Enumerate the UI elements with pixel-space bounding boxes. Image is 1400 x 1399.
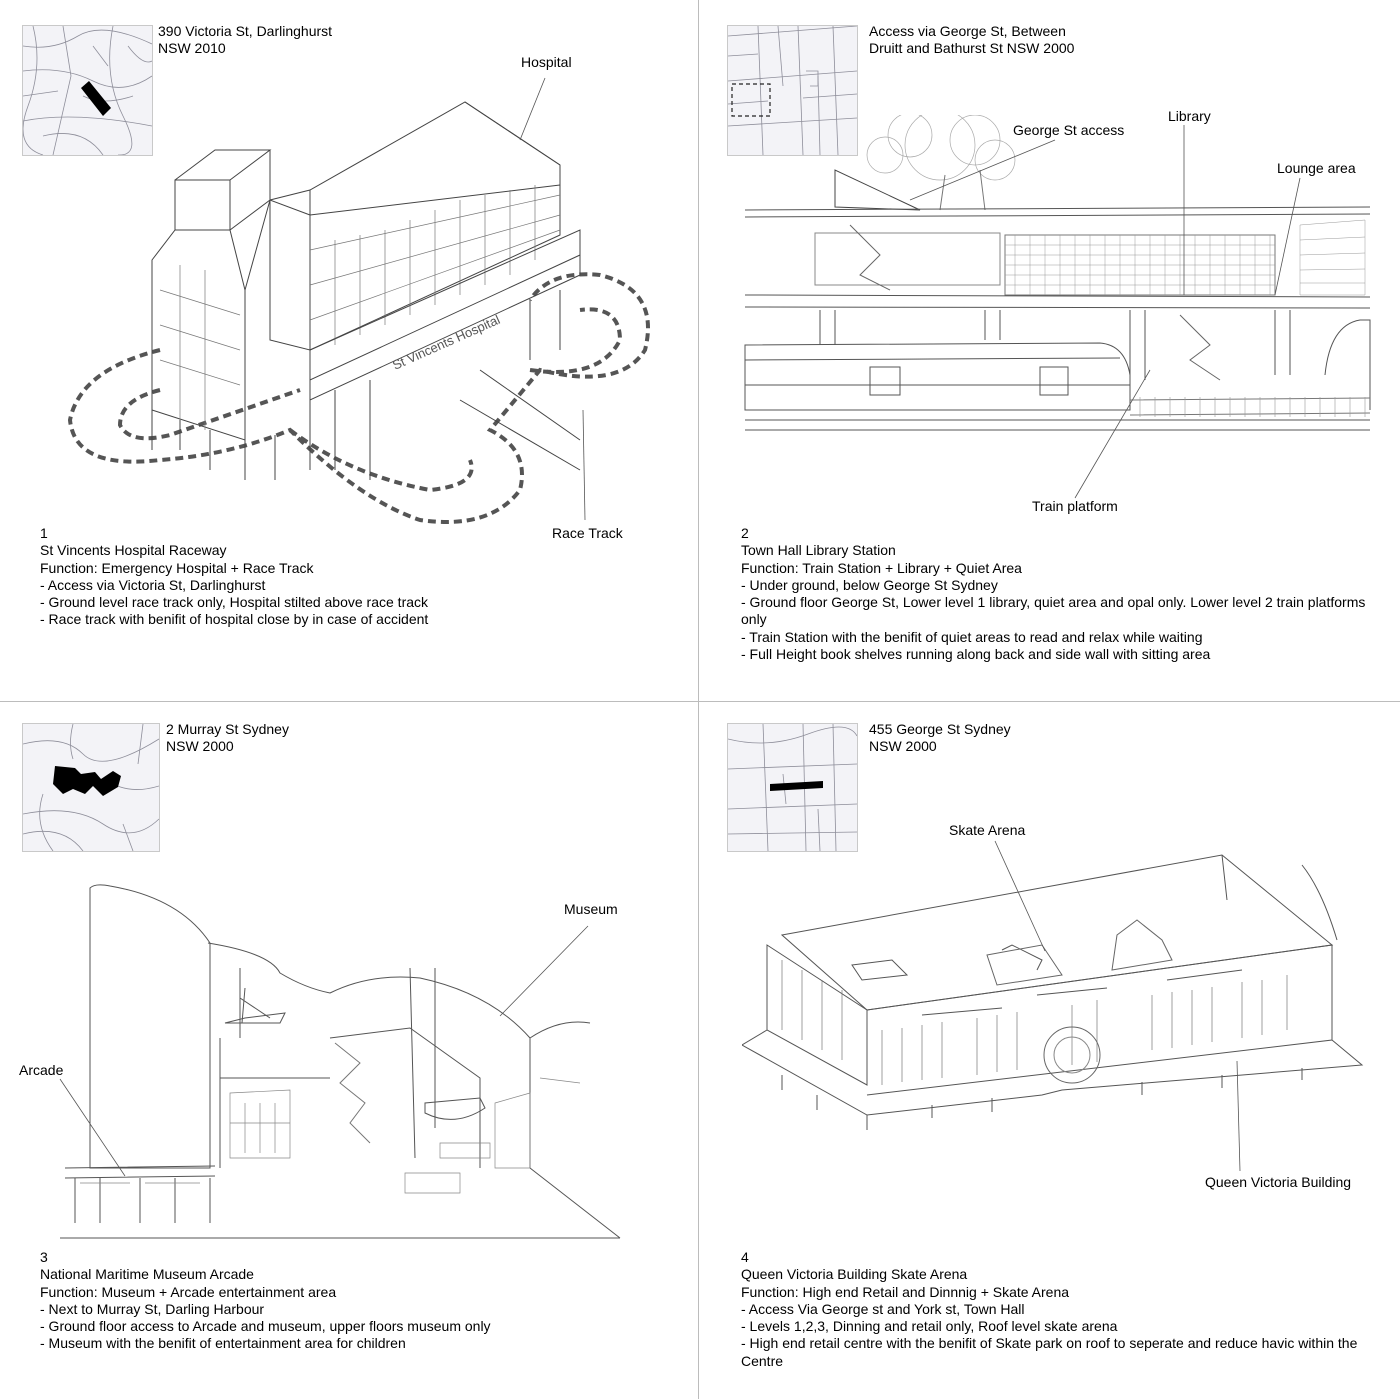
panel-number: 1 [40, 525, 48, 541]
panel-function: Function: Museum + Arcade entertainment area [40, 1283, 337, 1300]
bullet: - Ground floor access to Arcade and museum, upper floors museum only [40, 1318, 491, 1335]
bullet: - Access via Victoria St, Darlinghurst [40, 576, 266, 593]
address: 455 George St Sydney NSW 2000 [869, 721, 1011, 754]
callout-skate-arena: Skate Arena [949, 822, 1026, 838]
bullet: - Race track with benifit of hospital close by in case of accident [40, 611, 429, 628]
bullet: - Ground level race track only, Hospital stilted above race track [40, 594, 429, 611]
leader-lines [0, 0, 698, 560]
address: 390 Victoria St, Darlinghurst NSW 2010 [158, 23, 333, 56]
panel-title: National Maritime Museum Arcade [40, 1266, 254, 1283]
bullet: - Train Station with the benifit of quiet areas to read and relax while waiting [741, 628, 1203, 645]
bullet: - High end retail centre with the benifit of Skate park on roof to seperate and reduce havic within the Centre [741, 1335, 1358, 1369]
panel-number: 4 [741, 1249, 749, 1265]
panel-title: Queen Victoria Building Skate Arena [741, 1266, 968, 1283]
callout-george-st-access: George St access [1013, 122, 1125, 138]
panel-title: St Vincents Hospital Raceway [40, 542, 227, 559]
leader-lines [0, 701, 698, 1261]
vertical-divider [698, 0, 699, 1399]
panel-title: Town Hall Library Station [741, 542, 896, 559]
callout-library: Library [1168, 108, 1211, 124]
callout-queen-victoria-building: Queen Victoria Building [1205, 1174, 1352, 1190]
callout-hospital: Hospital [521, 54, 572, 70]
bullet: - Museum with the benifit of entertainment area for children [40, 1335, 406, 1352]
panel-function: Function: Emergency Hospital + Race Track [40, 559, 314, 576]
callout-arcade: Arcade [19, 1062, 64, 1078]
bullet: - Under ground, below George St Sydney [741, 576, 998, 593]
address: Access via George St, Between Druitt and Bathurst St NSW 2000 [869, 23, 1075, 56]
description [40, 1249, 680, 1353]
bullet: - Full Height book shelves running along back and side wall with sitting area [741, 646, 1211, 663]
panel-number: 2 [741, 525, 749, 541]
bullet: - Next to Murray St, Darling Harbour [40, 1300, 265, 1317]
callout-race-track: Race Track [552, 525, 623, 541]
address: 2 Murray St Sydney NSW 2000 [166, 721, 289, 754]
description [40, 525, 680, 629]
bullet: - Levels 1,2,3, Dinning and retail only, Roof level skate arena [741, 1318, 1118, 1335]
panel-function: Function: Train Station + Library + Quiet Area [741, 559, 1022, 576]
description [741, 1249, 1391, 1370]
panel-function: Function: High end Retail and Dinnnig + Skate Arena [741, 1283, 1070, 1300]
callout-train-platform: Train platform [1032, 498, 1118, 514]
callout-museum: Museum [564, 901, 618, 917]
bullet: - Access Via George st and York st, Town Hall [741, 1300, 1025, 1317]
description [741, 525, 1391, 663]
facade-text: St Vincents Hospital [390, 311, 503, 373]
bullet: - Ground floor George St, Lower level 1 library, quiet area and opal only. Lower level 2 train platforms only [741, 594, 1366, 628]
panel-number: 3 [40, 1249, 48, 1265]
callout-lounge-area: Lounge area [1277, 160, 1356, 176]
